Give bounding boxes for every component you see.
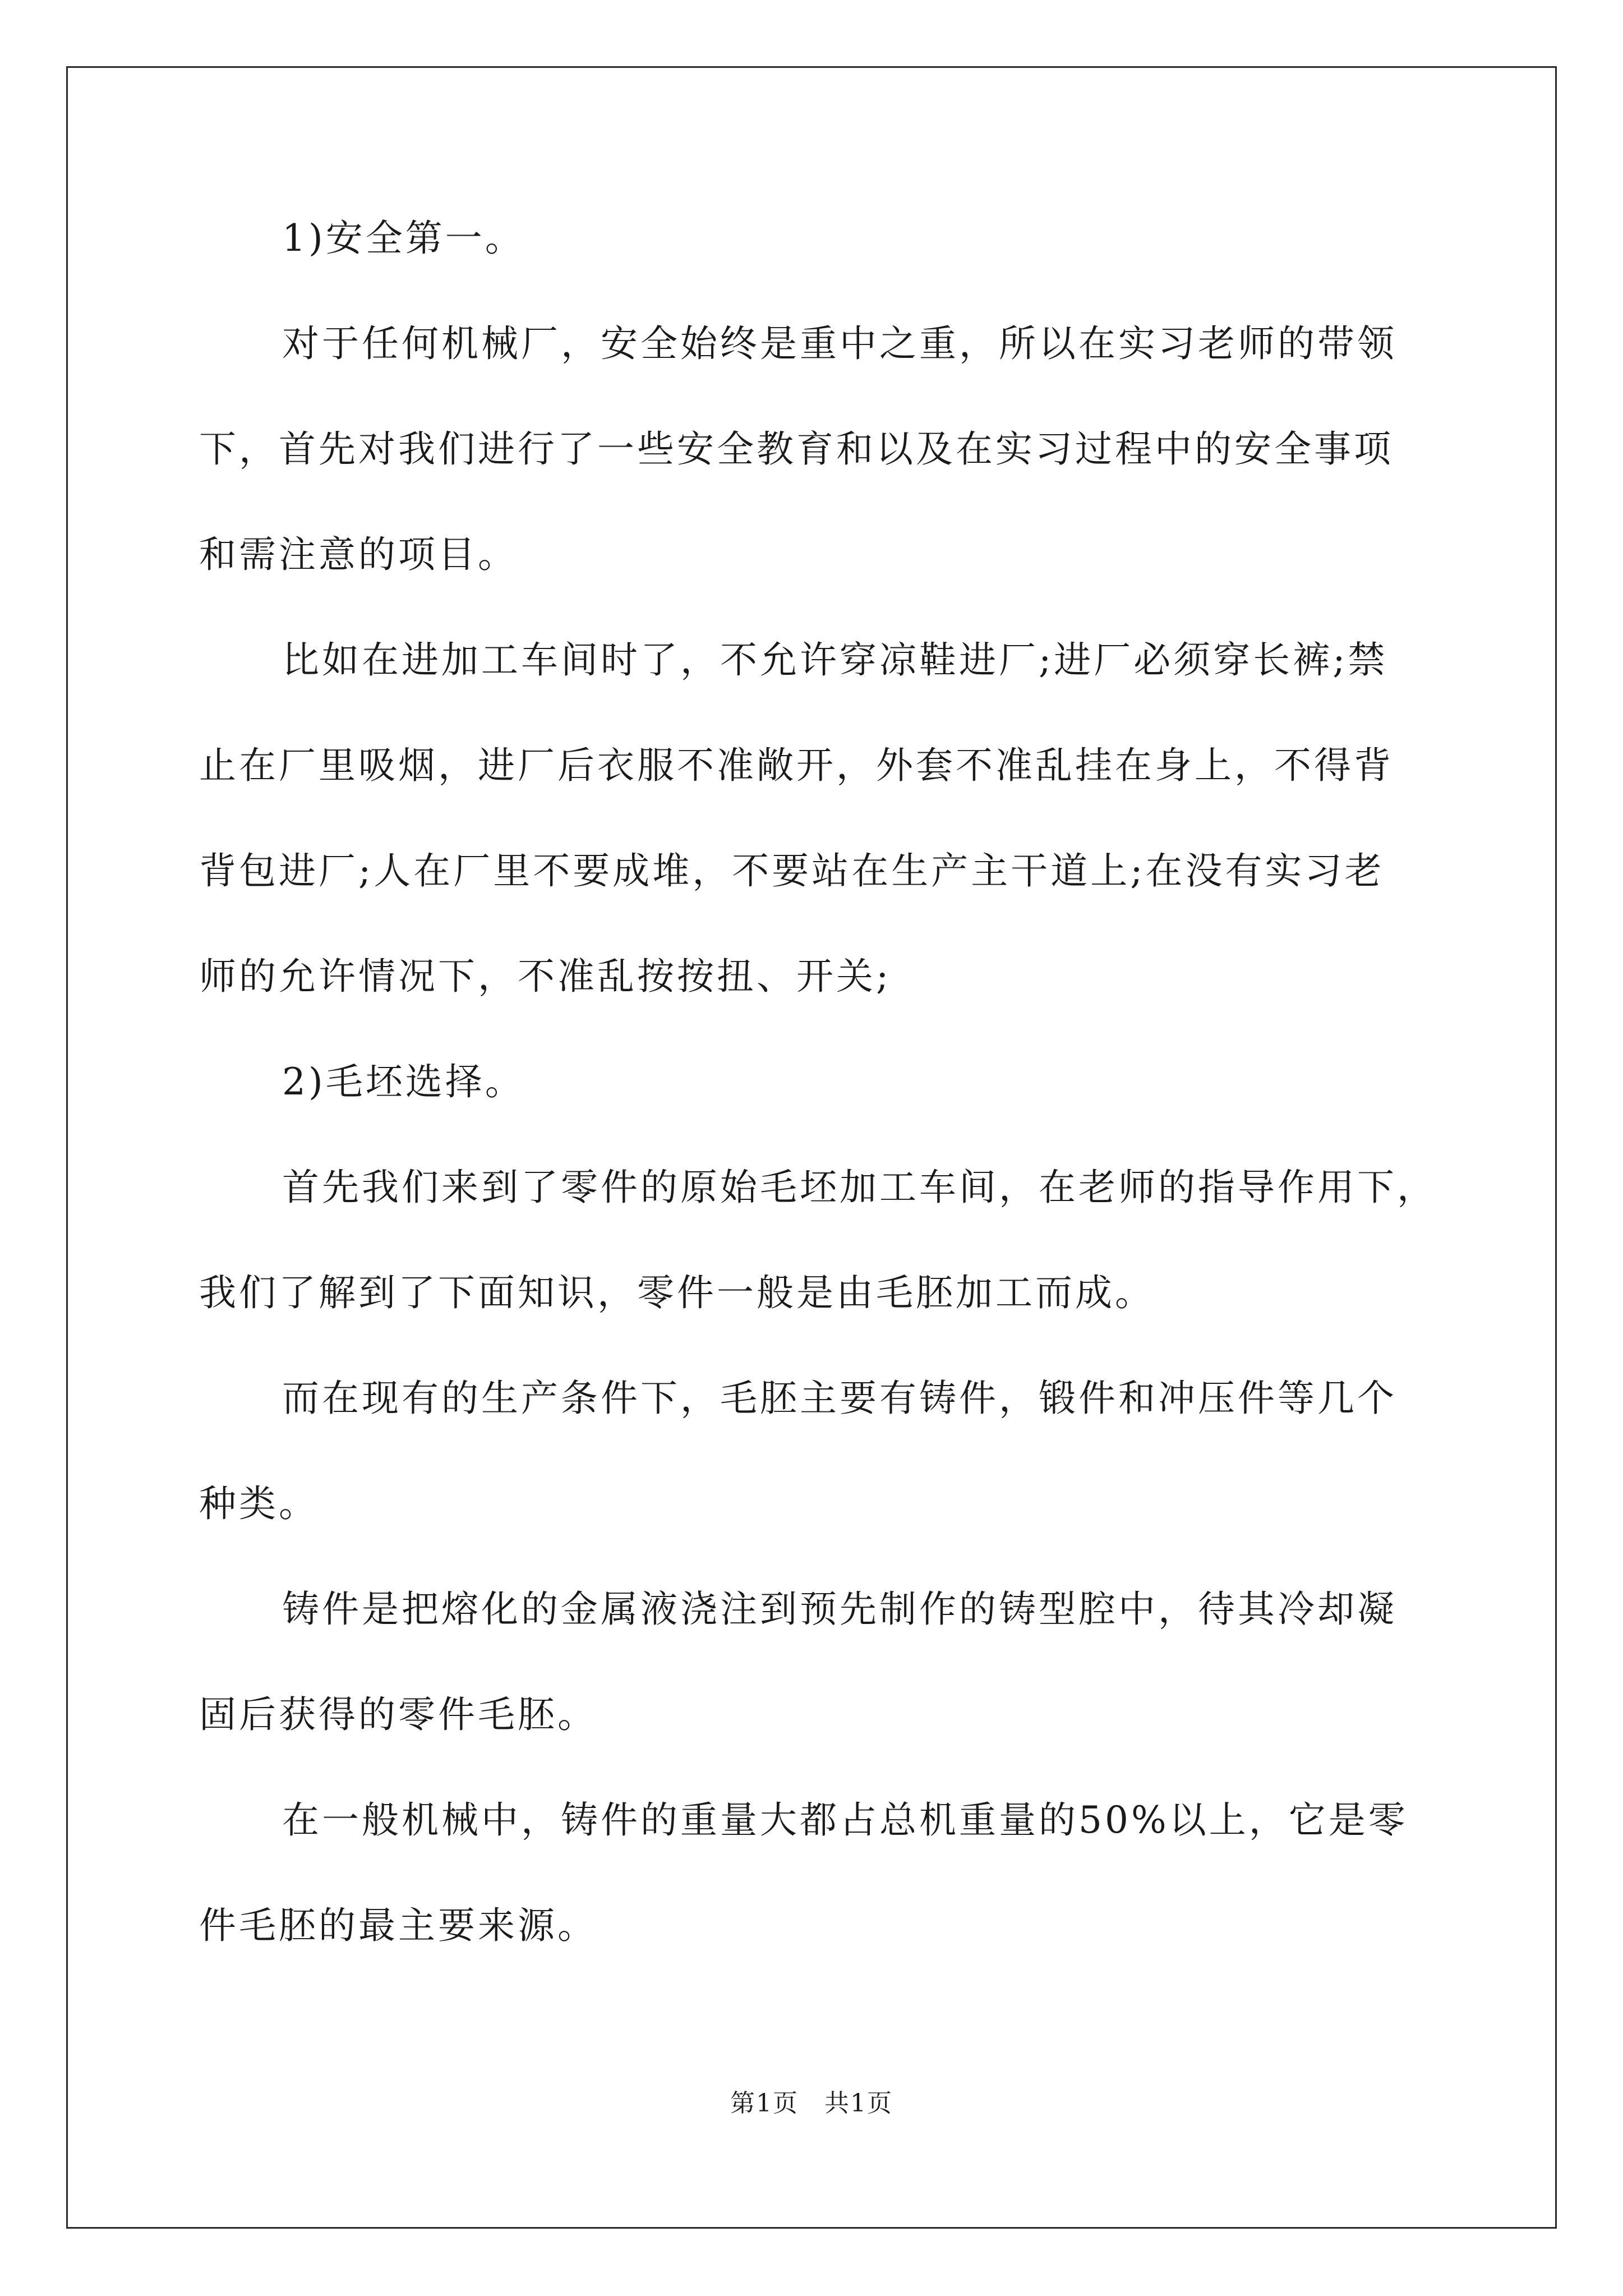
paragraph-line: 而在现有的生产条件下，毛胚主要有铸件，锻件和冲压件等几个 bbox=[282, 1377, 1397, 1420]
paragraph-line: 和需注意的项目。 bbox=[199, 533, 518, 576]
paragraph-line: 背包进厂;人在厂里不要成堆，不要站在生产主干道上;在没有实习老 bbox=[199, 849, 1385, 892]
heading-safety: 1)安全第一。 bbox=[282, 217, 525, 260]
paragraph-line: 铸件是把熔化的金属液浇注到预先制作的铸型腔中，待其冷却凝 bbox=[282, 1588, 1397, 1631]
paragraph-line: 比如在进加工车间时了，不允许穿凉鞋进厂;进厂必须穿长裤;禁 bbox=[282, 638, 1388, 682]
page-footer: 第1页 共1页 bbox=[730, 2089, 893, 2118]
paragraph-line: 件毛胚的最主要来源。 bbox=[199, 1904, 597, 1947]
paragraph-line: 下，首先对我们进行了一些安全教育和以及在实习过程中的安全事项 bbox=[199, 427, 1394, 471]
paragraph-line: 固后获得的零件毛胚。 bbox=[199, 1693, 597, 1736]
paragraph-line: 止在厂里吸烟，进厂后衣服不准敞开，外套不准乱挂在身上，不得背 bbox=[199, 744, 1394, 787]
paragraph-line: 种类。 bbox=[199, 1482, 319, 1525]
paragraph-line: 首先我们来到了零件的原始毛坯加工车间，在老师的指导作用下， bbox=[282, 1166, 1437, 1209]
paragraph-line: 对于任何机械厂，安全始终是重中之重，所以在实习老师的带领 bbox=[282, 322, 1397, 365]
paragraph-line: 在一般机械中，铸件的重量大都占总机重量的50%以上，它是零 bbox=[282, 1798, 1408, 1842]
paragraph-line: 师的允许情况下，不准乱按按扭、开关; bbox=[199, 955, 892, 998]
heading-blank-selection: 2)毛坯选择。 bbox=[282, 1060, 525, 1103]
paragraph-line: 我们了解到了下面知识，零件一般是由毛胚加工而成。 bbox=[199, 1271, 1155, 1314]
